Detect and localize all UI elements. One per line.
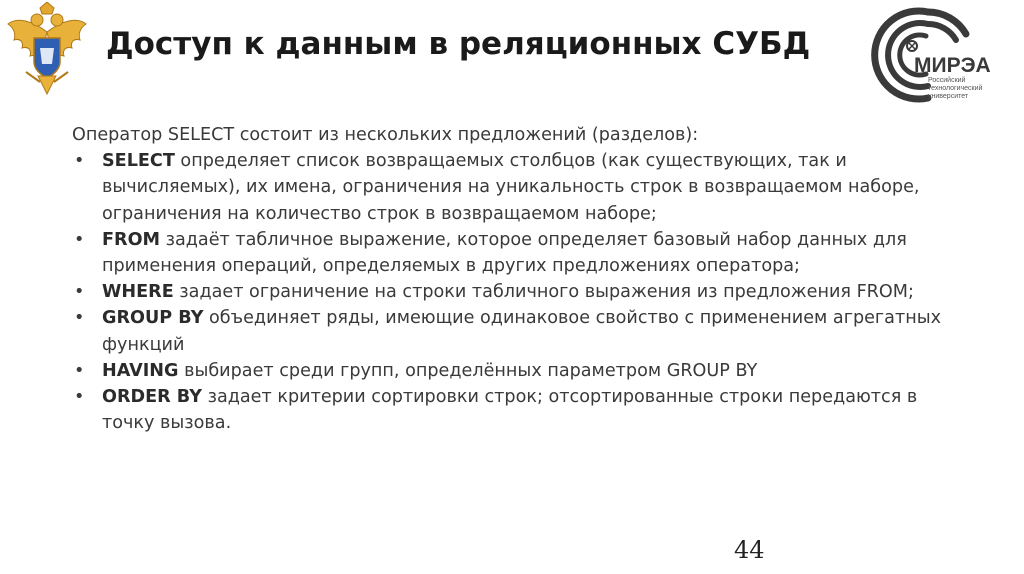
list-item [72,305,952,357]
bullet: • [74,229,85,250]
intro-text: Оператор SELECT состоит из нескольких предложений (разделов): [72,125,699,145]
item-text: задает критерии сортировки строк; отсортированные строки передаются в точку вызова. [102,387,918,434]
page-number: 44 [734,536,765,564]
logo-subtitle-line-3: университет [928,93,969,100]
bullet: • [74,308,85,329]
keyword-where: WHERE [102,282,174,303]
slide-content [72,122,952,436]
item-text: объединяет ряды, имеющие одинаковое свойство с применением агрегатных функций [102,308,942,355]
keyword-select: SELECT [102,151,175,172]
ministry-emblem-icon [4,2,90,98]
logo-subtitle-line-1: Российский [928,77,966,84]
bullet: • [74,387,85,408]
keyword-having: HAVING [102,360,179,381]
logo-name: МИРЭА [914,54,991,77]
item-text: выбирает среди групп, определённых параметром GROUP BY [178,360,758,381]
item-text: определяет список возвращаемых столбцов (как существующих, так и вычисляемых), их имена, ограничения на уникальность строк в возвращаемом наборе, ограничения на количество строк в возвращаемом наборе; [102,151,920,224]
item-text: задаёт табличное выражение, которое определяет базовый набор данных для применения операций, определяемых в других предложениях оператора; [102,229,907,277]
bullet: • [74,282,85,303]
list-item [72,358,952,384]
bullet: • [74,360,85,381]
mirea-logo [868,4,1018,104]
keyword-from: FROM [102,229,161,250]
list-item [72,227,952,279]
keyword-order-by: ORDER BY [102,387,202,408]
list-item [72,279,952,305]
logo-subtitle-line-2: технологический [928,85,983,92]
list-item [72,148,952,227]
bullet: • [74,151,85,172]
item-text: задает ограничение на строки табличного выражения из предложения FROM; [173,282,914,303]
mirea-logo-icon [868,4,1018,104]
clause-list [72,148,952,436]
keyword-group-by: GROUP BY [102,308,204,329]
list-item [72,384,952,436]
page-title: Доступ к данным в реляционных СУБД [106,26,811,62]
